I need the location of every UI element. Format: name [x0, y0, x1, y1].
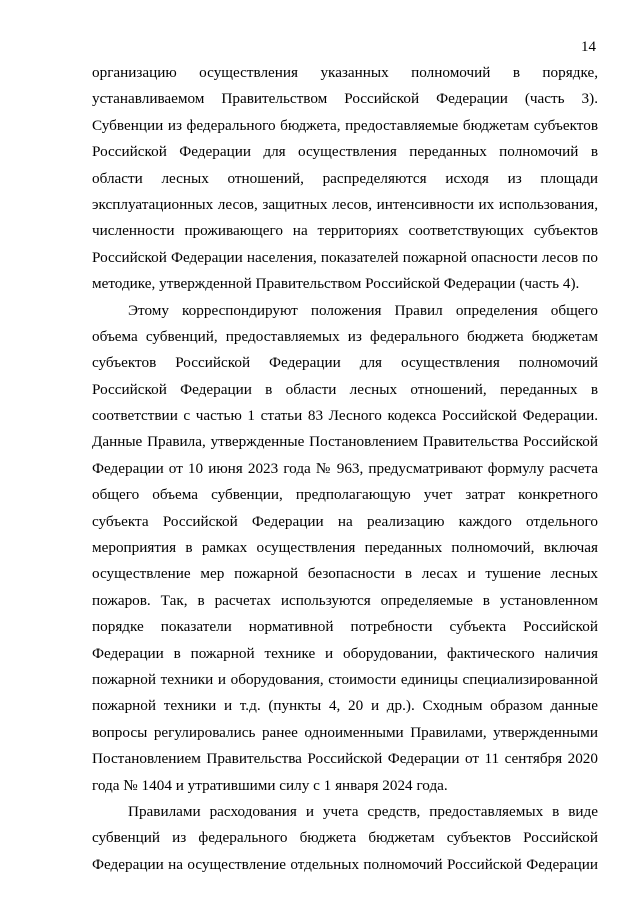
text-line: мероприятия в рамках осуществления переданных полномочий, включая: [92, 539, 598, 557]
text-line: Правилами расходования и учета средств, предоставляемых в виде: [128, 802, 598, 820]
page-number: 14: [581, 39, 596, 55]
text-line: методике, утвержденной Правительством Российской Федерации (часть 4).: [92, 275, 580, 293]
text-line: Федерации от 10 июня 2023 года № 963, предусматривают формулу расчета: [92, 459, 598, 477]
text-line: Данные Правила, утвержденные Постановлением Правительства Российской: [92, 433, 598, 451]
text-line: соответствии с частью 1 статьи 83 Лесного кодекса Российской Федерации.: [92, 407, 598, 425]
text-line: порядке показатели нормативной потребности субъекта Российской: [92, 618, 598, 636]
text-line: Российской Федерации в области лесных отношений, переданных в: [92, 380, 598, 398]
text-line: Российской Федерации для осуществления переданных полномочий в: [92, 143, 598, 161]
text-line: пожарной техники и т.д. (пункты 4, 20 и др.). Сходным образом данные: [92, 697, 598, 715]
text-line: субъекта Российской Федерации на реализацию каждого отдельного: [92, 512, 598, 530]
text-line: пожарной техники и оборудования, стоимости единицы специализированной: [92, 670, 598, 688]
text-line: субъектов Российской Федерации для осуществления полномочий: [92, 354, 598, 372]
text-line: организацию осуществления указанных полномочий в порядке,: [92, 64, 598, 81]
text-line: эксплуатационных лесов, защитных лесов, интенсивности их использования,: [92, 195, 598, 213]
text-line: Федерации в пожарной технике и оборудовании, фактического наличия: [92, 644, 598, 662]
body-text: [92, 60, 598, 878]
text-line: Субвенции из федерального бюджета, предоставляемые бюджетам субъектов: [92, 116, 598, 134]
text-line: осуществление мер пожарной безопасности в лесах и тушение лесных: [92, 565, 598, 583]
text-line: вопросы регулировались ранее одноименными Правилами, утвержденными: [92, 723, 598, 741]
text-line: Этому корреспондируют положения Правил определения общего: [128, 301, 598, 319]
text-line: года № 1404 и утратившими силу с 1 января 2024 года.: [92, 776, 448, 794]
text-line: устанавливаемом Правительством Российской Федерации (часть 3).: [92, 90, 598, 108]
text-line: субвенций из федерального бюджета бюджетам субъектов Российской: [92, 829, 598, 847]
paragraph: [92, 298, 598, 799]
text-line: пожаров. Так, в расчетах используются определяемые в установленном: [92, 591, 598, 609]
text-line: общего объема субвенции, предполагающую учет затрат конкретного: [92, 486, 598, 504]
text-line: объема субвенций, предоставляемых из федерального бюджета бюджетам: [92, 327, 598, 345]
text-line: Российской Федерации населения, показателей пожарной опасности лесов по: [92, 248, 598, 266]
text-line: Федерации на осуществление отдельных полномочий Российской Федерации: [92, 855, 598, 873]
paragraph: [92, 799, 598, 878]
text-line: Постановлением Правительства Российской Федерации от 11 сентября 2020: [92, 750, 598, 768]
paragraph: [92, 60, 598, 298]
text-line: области лесных отношений, распределяются исходя из площади: [92, 169, 598, 187]
text-line: численности проживающего на территориях соответствующих субъектов: [92, 222, 598, 240]
